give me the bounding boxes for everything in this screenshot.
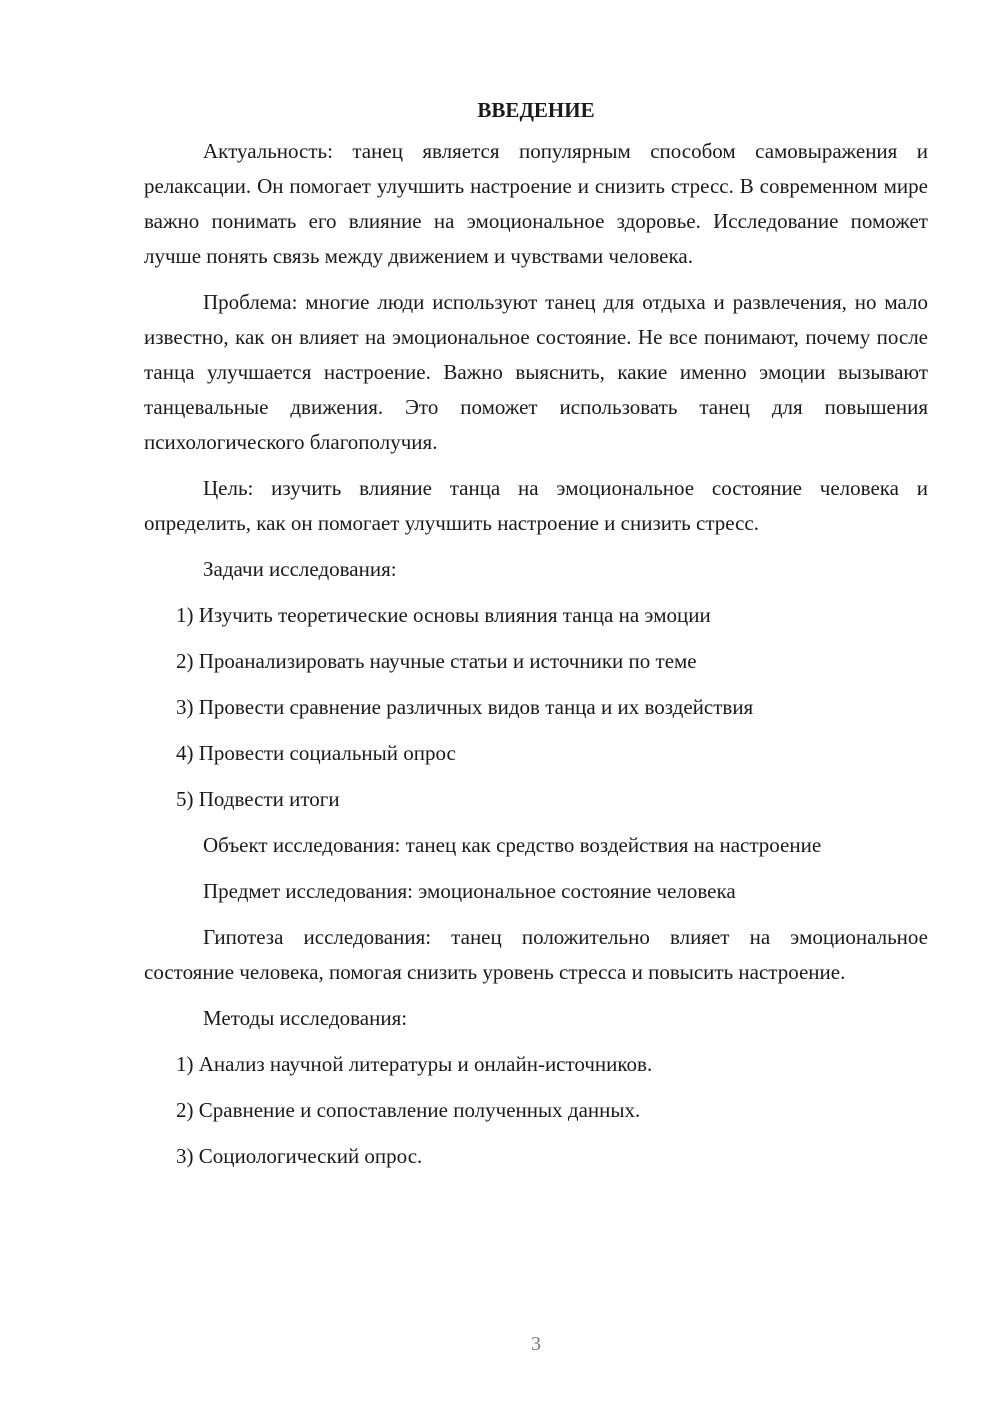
methods-list	[144, 1047, 928, 1174]
object-paragraph: Объект исследования: танец как средство воздействия на настроение	[203, 833, 822, 857]
method-item: 1) Анализ научной литературы и онлайн-источников.	[176, 1052, 653, 1076]
subject-paragraph: Предмет исследования: эмоциональное состояние человека	[203, 879, 736, 903]
task-item: 2) Проанализировать научные статьи и источники по теме	[176, 649, 697, 673]
relevance-paragraph: Актуальность: танец является популярным способом самовыражения и релаксации. Он помогает улучшить настроение и снизить стресс. В современном мире важно понимать его влияние на эмоциональное здоровье. Исследование поможет лучше понять связь между движением и чувствами человека.	[144, 139, 928, 268]
method-item: 2) Сравнение и сопоставление полученных данных.	[176, 1098, 641, 1122]
task-item: 4) Провести социальный опрос	[176, 741, 456, 765]
method-item: 3) Социологический опрос.	[176, 1144, 423, 1168]
hypothesis-paragraph: Гипотеза исследования: танец положительно влияет на эмоциональное состояние человека, помогая снизить уровень стресса и повысить настроение.	[144, 925, 928, 984]
page-number: 3	[531, 1333, 541, 1355]
document-page	[144, 92, 928, 1185]
task-item: 3) Провести сравнение различных видов танца и их воздействия	[176, 695, 754, 719]
tasks-list	[144, 598, 928, 817]
goal-paragraph: Цель: изучить влияние танца на эмоциональное состояние человека и определить, как он помогает улучшить настроение и снизить стресс.	[144, 476, 928, 535]
tasks-label: Задачи исследования:	[203, 557, 397, 581]
task-item: 5) Подвести итоги	[176, 787, 340, 811]
task-item: 1) Изучить теоретические основы влияния танца на эмоции	[176, 603, 711, 627]
methods-label: Методы исследования:	[203, 1006, 408, 1030]
page-title: ВВЕДЕНИЕ	[477, 98, 595, 122]
problem-paragraph: Проблема: многие люди используют танец для отдыха и развлечения, но мало известно, как он влияет на эмоциональное состояние. Не все понимают, почему после танца улучшается настроение. Важно выяснить, какие именно эмоции вызывают танцевальные движения. Это поможет использовать танец для повышения психологического благополучия.	[144, 290, 928, 454]
